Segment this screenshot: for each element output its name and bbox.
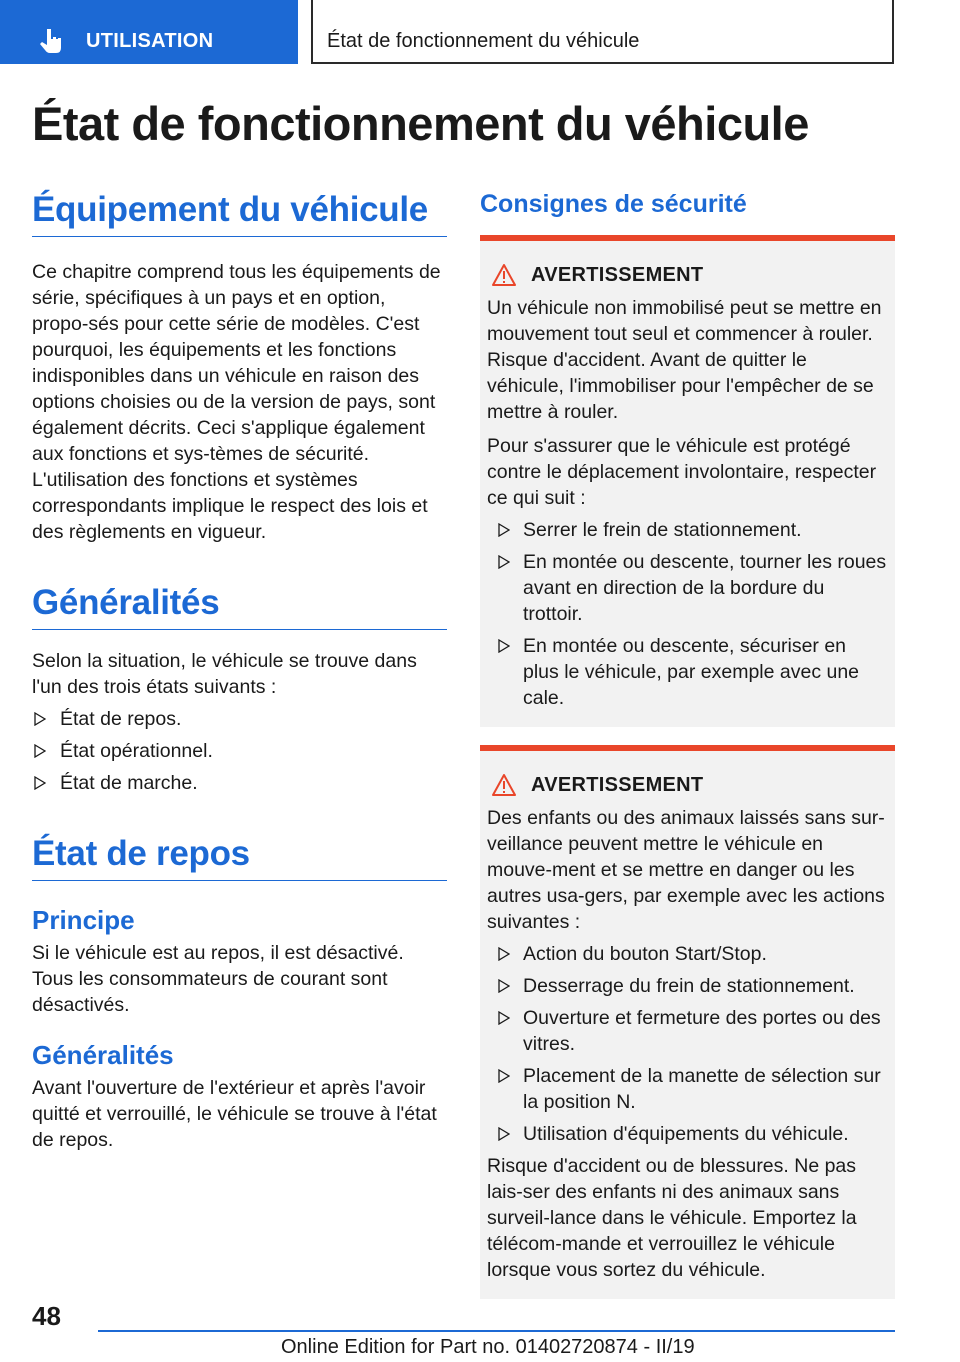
equipement-text: Ce chapitre comprend tous les équipements de série, spécifiques à un pays et en option, propo-sés pour cette série de modèles. C'est pourquoi, les équipements et les fonctions indisponibles dans un véhicule en raison des options choisies ou de la version de pays, sont également décrits. Ceci s'applique également aux fonctions et sys-tèmes de sécurité. L'utilisation des fonctions et systèmes correspondants implique le respect des lois et des règlements en vigueur. [32, 261, 441, 543]
triangle-bullet-icon [498, 639, 510, 653]
breadcrumb-text: État de fonctionnement du véhicule [327, 30, 640, 52]
triangle-bullet-icon [498, 947, 510, 961]
list-item: Ouverture et fermeture des portes ou des vitres. [487, 1005, 887, 1057]
warning-header [487, 773, 887, 797]
triangle-bullet-icon [34, 776, 46, 790]
warning-title: AVERTISSEMENT [531, 263, 704, 286]
triangle-bullet-icon [498, 555, 510, 569]
principe-text: Si le véhicule est au repos, il est désactivé. Tous les consommateurs de courant sont désactivés. [32, 942, 404, 1016]
list-item: En montée ou descente, sécuriser en plus le véhicule, par exemple avec une cale. [487, 633, 887, 711]
warning-header [487, 263, 887, 287]
section-label: UTILISATION [86, 30, 214, 52]
warning-triangle-icon [491, 773, 517, 797]
triangle-bullet-icon [498, 523, 510, 537]
footer-divider [98, 1330, 895, 1332]
list-item: État de repos. [32, 706, 447, 732]
principe-heading: Principe [32, 905, 135, 935]
list-item: En montée ou descente, tourner les roues avant en direction de la bordure du trottoir. [487, 549, 887, 627]
triangle-bullet-icon [498, 1069, 510, 1083]
triangle-bullet-icon [34, 744, 46, 758]
breadcrumb[interactable] [311, 0, 894, 64]
warning-text: Des enfants ou des animaux laissés sans sur-veillance peuvent mettre le véhicule en mouve-ment et se mettre en danger ou les autres usa-gers, par exemple avec les actions suivantes : [487, 807, 885, 933]
page-title: État de fonctionnement du véhicule [32, 97, 809, 150]
page-number: 48 [32, 1301, 61, 1331]
list-item: Desserrage du frein de stationnement. [487, 973, 887, 999]
generalites-sub-text: Avant l'ouverture de l'extérieur et après l'avoir quitté et verrouillé, le véhicule se trouve à l'état de repos. [32, 1077, 437, 1151]
generalites-heading: Généralités [32, 583, 447, 630]
section-tab[interactable] [0, 0, 298, 64]
list-item: État opérationnel. [32, 738, 447, 764]
warning-text: Un véhicule non immobilisé peut se mettre en mouvement tout seul et commencer à rouler. Risque d'accident. Avant de quitter le véhicule, l'immobiliser pour l'empêcher de se mettre à rouler. [487, 297, 882, 423]
left-column [32, 190, 447, 1153]
warning-title: AVERTISSEMENT [531, 773, 704, 796]
warning-list [487, 517, 887, 711]
right-column [480, 190, 895, 1299]
warning-triangle-icon [491, 263, 517, 287]
triangle-bullet-icon [498, 1011, 510, 1025]
etat-repos-heading: État de repos [32, 834, 447, 881]
equipement-heading: Équipement du véhicule [32, 190, 447, 237]
list-item: État de marche. [32, 770, 447, 796]
warning-text: Pour s'assurer que le véhicule est protégé contre le déplacement involontaire, respecter ce qui suit : [487, 435, 877, 509]
warning-list [487, 941, 887, 1147]
hand-pointer-icon [38, 26, 66, 54]
triangle-bullet-icon [498, 1127, 510, 1141]
edition-text: Online Edition for Part no. 01402720874 - II/19 [281, 1336, 695, 1358]
list-item: Utilisation d'équipements du véhicule. [487, 1121, 887, 1147]
triangle-bullet-icon [34, 712, 46, 726]
list-item: Action du bouton Start/Stop. [487, 941, 887, 967]
generalites-text: Selon la situation, le véhicule se trouve dans l'un des trois états suivants : [32, 650, 417, 698]
triangle-bullet-icon [498, 979, 510, 993]
consignes-heading: Consignes de sécurité [480, 190, 747, 218]
list-item: Placement de la manette de sélection sur la position N. [487, 1063, 887, 1115]
generalites-sub-heading: Généralités [32, 1040, 174, 1070]
warning-text: Risque d'accident ou de blessures. Ne pas lais-ser des enfants ni des animaux sans surveil-lance dans le véhicule. Emportez la télécom-mande et verrouillez le véhicule lorsque vous sortez du véhicule. [487, 1155, 857, 1281]
warning-box [480, 745, 895, 1299]
warning-box [480, 235, 895, 727]
list-item: Serrer le frein de stationnement. [487, 517, 887, 543]
etats-list [32, 706, 447, 796]
